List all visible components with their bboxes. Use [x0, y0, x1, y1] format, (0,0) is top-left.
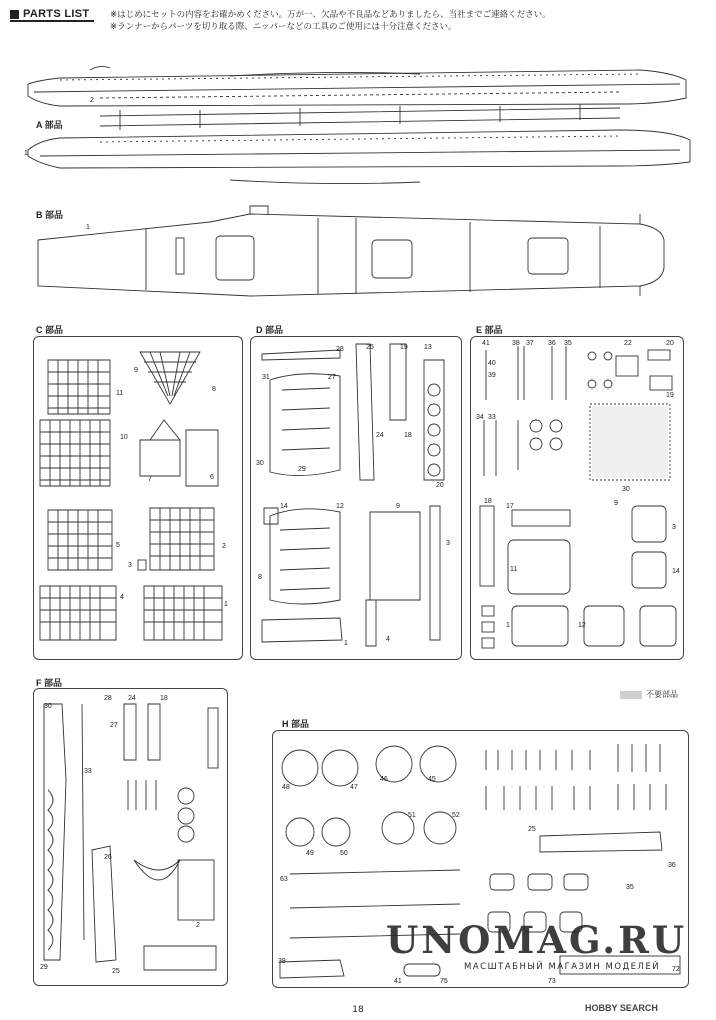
- part-number: 12: [578, 622, 586, 629]
- part-number: 30: [622, 486, 630, 493]
- part-number: 24: [376, 432, 384, 439]
- part-number: 36: [668, 862, 676, 869]
- part-number: 4: [120, 594, 124, 601]
- part-number: 18: [404, 432, 412, 439]
- part-number: 50: [340, 850, 348, 857]
- part-number: 19: [666, 392, 674, 399]
- part-number: 52: [452, 812, 460, 819]
- part-number: 37: [526, 340, 534, 347]
- part-number: 5: [116, 542, 120, 549]
- part-number: 10: [120, 434, 128, 441]
- part-number: 3: [446, 540, 450, 547]
- part-number: 29: [298, 466, 306, 473]
- part-number: 27: [328, 374, 336, 381]
- part-number: 33: [488, 414, 496, 421]
- part-number: 8: [258, 574, 262, 581]
- part-number: 34: [476, 414, 484, 421]
- part-number: 72: [672, 966, 680, 973]
- flight-deck-part-b1: [38, 206, 664, 296]
- part-number: 28: [104, 695, 112, 702]
- watermark-subtitle: МАСШТАБНЫЙ МАГАЗИН МОДЕЛЕЙ: [464, 962, 661, 972]
- part-number: 17: [506, 503, 514, 510]
- part-number: 51: [408, 812, 416, 819]
- part-number: 7: [148, 476, 152, 483]
- part-number: 63: [280, 876, 288, 883]
- part-number: 22: [624, 340, 632, 347]
- part-number: 20: [666, 340, 674, 347]
- part-number: 35: [626, 884, 634, 891]
- part-number: 3: [672, 524, 676, 531]
- part-number: 19: [400, 344, 408, 351]
- part-number: 24: [128, 695, 136, 702]
- part-number: 14: [672, 568, 680, 575]
- unused-part-shading: [592, 406, 668, 478]
- part-number: 30: [256, 460, 264, 467]
- part-number: 49: [306, 850, 314, 857]
- note-tool-caution: ※ランナーからパーツを切り取る際、ニッパーなどの工具のご使用には十分注意ください。: [110, 22, 457, 32]
- part-number: 1: [24, 150, 28, 157]
- part-number: 2: [196, 922, 200, 929]
- page-number: 18: [352, 1005, 364, 1015]
- section-label-e: E 部品: [476, 325, 503, 335]
- part-number: 2: [90, 97, 94, 104]
- e-parts-frames: [480, 346, 676, 648]
- unused-parts-legend: 不要部品: [646, 690, 678, 699]
- section-label-c: C 部品: [36, 325, 64, 335]
- section-label-a: A 部品: [36, 120, 63, 130]
- part-number: 25: [112, 968, 120, 975]
- unused-parts-swatch: [620, 691, 642, 699]
- hull-part-a1: [28, 104, 690, 184]
- part-number: 1: [224, 601, 228, 608]
- c-parts-hangar-frames: [40, 352, 222, 640]
- note-check-contents: ※はじめにセットの内容をお確かめください。万が一、欠品や不良品などありましたら、当社までご連絡ください。: [110, 10, 551, 20]
- part-number: 1: [86, 224, 90, 231]
- part-number: 2: [222, 543, 226, 550]
- part-number: 6: [210, 474, 214, 481]
- part-number: 39: [488, 372, 496, 379]
- part-number: 4: [386, 636, 390, 643]
- part-number: 1: [344, 640, 348, 647]
- part-number: 8: [212, 386, 216, 393]
- part-number: 25: [366, 344, 374, 351]
- part-number: 11: [116, 390, 124, 397]
- part-number: 14: [280, 503, 288, 510]
- part-number: 30: [44, 703, 52, 710]
- watermark-main: UNOMAG.RU: [386, 918, 688, 962]
- part-number: 9: [396, 503, 400, 510]
- hobby-search-logo: HOBBY SEARCH: [585, 1003, 658, 1013]
- page-title: PARTS LIST: [23, 8, 90, 20]
- part-number: 48: [282, 784, 290, 791]
- part-number: 28: [336, 346, 344, 353]
- part-number: 38: [512, 340, 520, 347]
- d-parts-frames: [262, 344, 444, 646]
- part-number: 18: [160, 695, 168, 702]
- part-number: 18: [484, 498, 492, 505]
- part-number: 13: [424, 344, 432, 351]
- section-label-d: D 部品: [256, 325, 284, 335]
- part-number: 29: [40, 964, 48, 971]
- part-number: 9: [134, 367, 138, 374]
- part-number: 40: [488, 360, 496, 367]
- part-number: 27: [110, 722, 118, 729]
- part-number: 75: [440, 978, 448, 985]
- f-parts-frames: [44, 704, 218, 970]
- part-number: 31: [262, 374, 270, 381]
- part-number: 9: [614, 500, 618, 507]
- part-number: 20: [436, 482, 444, 489]
- part-number: 1: [506, 622, 510, 629]
- part-number: 33: [84, 768, 92, 775]
- part-number: 35: [564, 340, 572, 347]
- section-label-b: B 部品: [36, 210, 64, 220]
- part-number: 41: [394, 978, 402, 985]
- part-number: 47: [350, 784, 358, 791]
- part-number: 11: [510, 566, 518, 573]
- part-number: 12: [336, 503, 344, 510]
- section-label-h: H 部品: [282, 719, 310, 729]
- part-number: 25: [528, 826, 536, 833]
- part-number: 3: [128, 562, 132, 569]
- part-number: 36: [548, 340, 556, 347]
- part-number: 26: [104, 854, 112, 861]
- hull-part-a2: [28, 66, 686, 106]
- part-number: 73: [548, 978, 556, 985]
- section-label-f: F 部品: [36, 678, 62, 688]
- part-number: 45: [428, 776, 436, 783]
- part-number: 41: [482, 340, 490, 347]
- part-number: 46: [380, 776, 388, 783]
- part-number: 38: [278, 958, 286, 965]
